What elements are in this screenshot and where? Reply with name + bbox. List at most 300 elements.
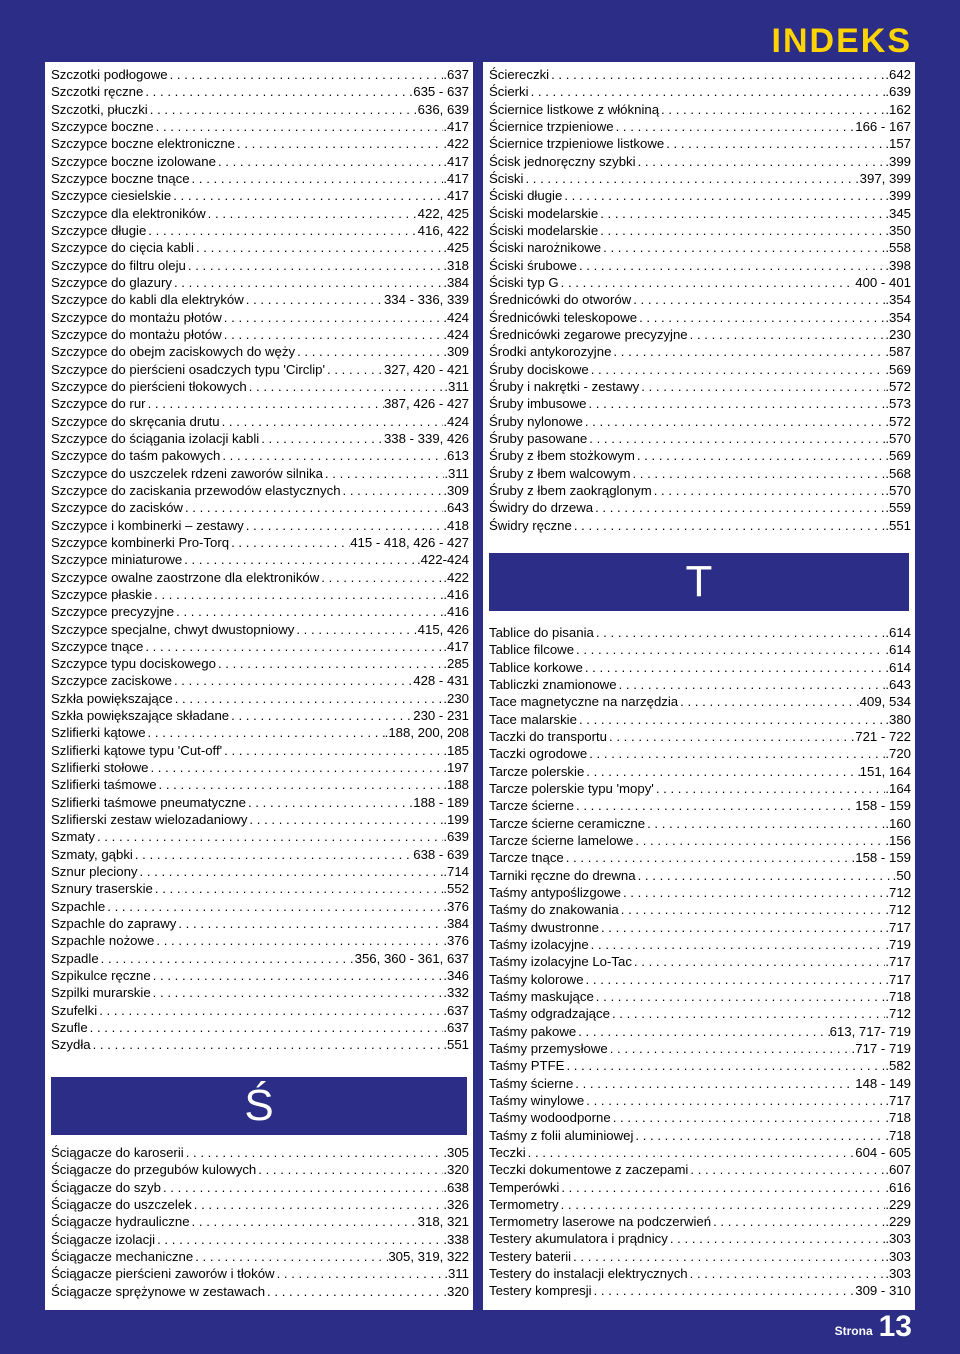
entry-page: .422-424 [416, 552, 469, 568]
index-entry [489, 343, 911, 360]
entry-page: .230 [443, 690, 469, 706]
entry-name: Ściągacze sprężynowe w zestawach [51, 1283, 266, 1299]
leader-dots [664, 135, 885, 152]
leader-dots [152, 586, 443, 603]
index-entry [489, 659, 911, 676]
entry-page: .643 [885, 676, 911, 692]
index-entry [51, 1002, 469, 1019]
leader-dots [161, 1179, 443, 1196]
leader-dots [151, 984, 444, 1001]
entry-name: Tace malarskie [489, 711, 577, 727]
entry-page: .157 [885, 136, 911, 152]
index-entry [489, 222, 911, 239]
leader-dots [636, 153, 886, 170]
index-entry [489, 1179, 911, 1196]
entry-name: Śruby nylonowe [489, 413, 583, 429]
leader-dots [256, 1161, 443, 1178]
index-entry [489, 1144, 911, 1161]
index-entry [489, 465, 911, 482]
index-entry [51, 828, 469, 845]
leader-dots [222, 326, 444, 343]
entry-name: Szkła powiększające składane [51, 708, 230, 724]
leader-dots [91, 1036, 444, 1053]
entry-name: Ściski narożnikowe [489, 240, 602, 256]
entry-page: .712 [885, 902, 911, 918]
index-entry [51, 326, 469, 343]
entry-page: .614 [885, 659, 911, 675]
leader-dots [594, 624, 885, 641]
leader-dots [559, 274, 856, 291]
leader-dots [614, 118, 856, 135]
entry-name: Szczypce długie [51, 222, 147, 238]
entry-page: .418 [443, 517, 469, 533]
entry-page: .643 [443, 500, 469, 516]
index-entry [51, 343, 469, 360]
leader-dots [154, 932, 443, 949]
leader-dots [206, 205, 418, 222]
index-entry [51, 967, 469, 984]
index-entry [489, 745, 911, 762]
index-entry [489, 66, 911, 83]
index-entry [489, 447, 911, 464]
leader-dots [247, 378, 445, 395]
entry-page: .156 [885, 832, 911, 848]
index-entry [51, 309, 469, 326]
entry-page: .354 [885, 292, 911, 308]
index-entry [51, 1179, 469, 1196]
entry-name: Szufle [51, 1020, 88, 1036]
entry-page: .311 [444, 1266, 469, 1282]
entry-name: Szmaty [51, 829, 95, 845]
entry-page: .311 [444, 378, 469, 394]
entry-name: Tarcze ścierne lamelowe [489, 832, 634, 848]
entry-name: Szczypce do zaciskania przewodów elastycznych [51, 482, 341, 498]
entry-name: Ściągacze do szyb [51, 1179, 161, 1195]
index-entry [51, 1144, 469, 1161]
entry-name: Tablice filcowe [489, 642, 575, 658]
index-entry [51, 1036, 469, 1053]
leader-dots [143, 83, 413, 100]
index-entry [51, 603, 469, 620]
entry-name: Tarcze ścierne ceramiczne [489, 815, 646, 831]
entry-page: 338 - 339, 426 [383, 430, 469, 446]
leader-dots [577, 711, 885, 728]
left-index-column [45, 62, 473, 1310]
leader-dots [319, 569, 443, 586]
entry-page: .162 [885, 101, 911, 117]
entry-page: .326 [443, 1196, 469, 1212]
leader-dots [559, 1179, 885, 1196]
leader-dots [598, 222, 885, 239]
entry-page: .345 [885, 205, 911, 221]
entry-page: .164 [885, 780, 911, 796]
entry-page: .718 [885, 1127, 911, 1143]
entry-name: Tace magnetyczne na narzędzia [489, 694, 679, 710]
index-entry [489, 1161, 911, 1178]
entry-page: .285 [443, 656, 469, 672]
entry-name: Ściągacze do uszczelek [51, 1196, 192, 1212]
entry-name: Szczypce do filtru oleju [51, 257, 186, 273]
entry-name: Szczypce do montażu płotów [51, 326, 222, 342]
index-entry [51, 413, 469, 430]
leader-dots [589, 936, 886, 953]
entry-page: .303 [885, 1231, 911, 1247]
index-entry [51, 222, 469, 239]
leader-dots [172, 672, 413, 689]
entry-page: .309 [443, 482, 469, 498]
leader-dots [688, 1265, 886, 1282]
entry-name: Szczypce do ściągania izolacji kabli [51, 430, 260, 446]
leader-dots [584, 763, 859, 780]
entry-name: Szczypce boczne tnące [51, 170, 190, 186]
index-entry [51, 898, 469, 915]
leader-dots [523, 170, 859, 187]
entry-name: Szczypce do rur [51, 396, 146, 412]
index-entry [51, 707, 469, 724]
leader-dots [186, 257, 443, 274]
leader-dots [601, 239, 885, 256]
leader-dots [148, 759, 443, 776]
index-entry [489, 728, 911, 745]
entry-name: Szlifierki kątowe typu 'Cut-off' [51, 742, 223, 758]
leader-dots [571, 1248, 885, 1265]
index-entry [489, 170, 911, 187]
entry-name: Szczypce do obejm zaciskowych do węży [51, 344, 296, 360]
entry-page: .376 [443, 933, 469, 949]
entry-name: Testery akumulatora i prądnicy [489, 1231, 668, 1247]
leader-dots [294, 621, 417, 638]
index-entry [489, 361, 911, 378]
index-entry [51, 1161, 469, 1178]
index-entry [51, 187, 469, 204]
entry-name: Ściski śrubowe [489, 257, 577, 273]
entry-name: Szlifierki taśmowe [51, 777, 157, 793]
leader-dots [668, 1230, 885, 1247]
index-entry [51, 118, 469, 135]
index-entry [489, 832, 911, 849]
index-entry [489, 83, 911, 100]
index-entry [51, 811, 469, 828]
entry-page: 400 - 401 [855, 274, 911, 290]
entry-page: 151, 164 [859, 763, 911, 779]
leader-dots [608, 1040, 856, 1057]
entry-page: 717 - 719 [855, 1040, 911, 1056]
entry-name: Ściągacze do karoserii [51, 1145, 184, 1160]
index-entry [489, 711, 911, 728]
letter-heading-t: T [489, 553, 909, 611]
entry-name: Taśmy ścierne [489, 1075, 574, 1091]
index-entry [489, 1213, 911, 1230]
entry-page: .188 [443, 777, 469, 793]
entry-page: .417 [443, 638, 469, 654]
index-entry [51, 586, 469, 603]
entry-name: Szczypce boczne [51, 118, 154, 134]
entry-name: Tabliczki znamionowe [489, 676, 617, 692]
entry-name: Testery do instalacji elektrycznych [489, 1266, 688, 1282]
leader-dots [592, 1282, 856, 1299]
entry-page: .637 [443, 1002, 469, 1018]
entry-page: .417 [443, 153, 469, 169]
entry-page: .424 [443, 326, 469, 342]
leader-dots [562, 187, 885, 204]
leader-dots [577, 257, 885, 274]
index-entry [51, 950, 469, 967]
entry-name: Ściereczki [489, 67, 550, 82]
entry-name: Taśmy do znakowania [489, 902, 619, 918]
entry-page: .558 [885, 240, 911, 256]
leader-dots [143, 638, 443, 655]
entry-page: 428 - 431 [413, 673, 469, 689]
entry-page: 334 - 336, 339 [383, 292, 469, 308]
letter-heading-s-acute: Ś [51, 1077, 467, 1135]
leader-dots [619, 901, 886, 918]
entry-page: .305 [443, 1145, 469, 1160]
entry-name: Szczypce boczne elektroniczne [51, 136, 235, 152]
entry-name: Szkła powiększające [51, 690, 173, 706]
entry-name: Szpilki murarskie [51, 985, 151, 1001]
entry-name: Szczotki, płuczki [51, 101, 148, 117]
index-entry [489, 1005, 911, 1022]
entry-page: 721 - 722 [855, 728, 911, 744]
entry-page: .303 [885, 1266, 911, 1282]
leader-dots [138, 863, 444, 880]
index-entry [489, 1092, 911, 1109]
entry-page: .309 [443, 344, 469, 360]
entry-page: .569 [885, 361, 911, 377]
entry-name: Szczypce do uszczelek rdzeni zaworów silnika [51, 465, 323, 481]
leader-dots [639, 378, 885, 395]
leader-dots [598, 205, 885, 222]
left-entry-list-2 [51, 1144, 469, 1300]
leader-dots [216, 655, 443, 672]
leader-dots [190, 1213, 418, 1230]
entry-page: 415, 426 [417, 621, 469, 637]
leader-dots [574, 797, 855, 814]
entry-page: .380 [885, 711, 911, 727]
leader-dots [275, 1265, 445, 1282]
entry-page: .185 [443, 742, 469, 758]
index-entry [489, 482, 911, 499]
index-entry [51, 690, 469, 707]
entry-page: .569 [885, 448, 911, 464]
entry-name: Teczki [489, 1144, 526, 1160]
leader-dots [259, 430, 384, 447]
entry-name: Śruby imbusowe [489, 396, 587, 412]
index-entry [51, 1213, 469, 1230]
entry-name: Taśmy pakowe [489, 1023, 577, 1039]
entry-name: Średnicówki do otworów [489, 292, 632, 308]
index-entry [51, 499, 469, 516]
leader-dots [216, 153, 443, 170]
index-entry [489, 763, 911, 780]
leader-dots [526, 1144, 856, 1161]
leader-dots [182, 551, 417, 568]
index-entry [51, 361, 469, 378]
entry-page: .346 [443, 968, 469, 984]
leader-dots [678, 693, 860, 710]
leader-dots [576, 1023, 829, 1040]
entry-name: Ściski długie [489, 188, 563, 204]
entry-name: Szczypce do montażu płotów [51, 309, 222, 325]
entry-page: .718 [885, 1110, 911, 1126]
index-entry [489, 205, 911, 222]
leader-dots [146, 222, 417, 239]
entry-name: Średnicówki zegarowe precyzyjne [489, 326, 688, 342]
leader-dots [688, 326, 886, 343]
entry-name: Szmaty, gąbki [51, 846, 133, 862]
leader-dots [222, 309, 444, 326]
entry-page: .551 [443, 1037, 469, 1053]
index-entry [489, 1282, 911, 1299]
leader-dots [146, 724, 385, 741]
index-entry [489, 118, 911, 135]
leader-dots [589, 361, 886, 378]
leader-dots [630, 465, 885, 482]
leader-dots [564, 849, 856, 866]
entry-page: .717 [885, 954, 911, 970]
leader-dots [635, 447, 885, 464]
entry-page: 415 - 418, 426 - 427 [350, 534, 469, 550]
entry-name: Tablice korkowe [489, 659, 583, 675]
index-entry [489, 309, 911, 326]
entry-page: 327, 420 - 421 [383, 361, 469, 377]
entry-page: .398 [885, 257, 911, 273]
leader-dots [95, 828, 443, 845]
entry-name: Ściągacze izolacji [51, 1231, 156, 1247]
leader-dots [183, 499, 443, 516]
leader-dots [632, 953, 885, 970]
entry-name: Taśmy odgradzające [489, 1006, 610, 1022]
entry-name: Środki antykorozyjne [489, 344, 612, 360]
entry-name: Taśmy kolorowe [489, 971, 584, 987]
index-entry [489, 1248, 911, 1265]
leader-dots [583, 413, 885, 430]
entry-page: 188 - 189 [413, 794, 469, 810]
leader-dots [584, 971, 886, 988]
entry-name: Szlifierki stołowe [51, 760, 149, 776]
entry-page: .616 [885, 1179, 911, 1195]
entry-name: Ściągacze do przegubów kulowych [51, 1162, 257, 1178]
leader-dots [192, 1196, 444, 1213]
index-entry [489, 936, 911, 953]
entry-name: Sznury traserskie [51, 881, 153, 897]
entry-page: .188, 200, 208 [384, 725, 469, 741]
index-entry [51, 1231, 469, 1248]
leader-dots [323, 465, 444, 482]
leader-dots [220, 447, 443, 464]
entry-page: 158 - 159 [855, 850, 911, 866]
leader-dots [176, 915, 443, 932]
leader-dots [529, 83, 886, 100]
leader-dots [244, 291, 384, 308]
index-entry [489, 239, 911, 256]
index-entry [489, 867, 911, 884]
entry-page: 409, 534 [859, 694, 911, 710]
leader-dots [559, 1196, 886, 1213]
entry-page: .311 [444, 465, 469, 481]
entry-page: .229 [885, 1196, 911, 1212]
entry-page: 148 - 149 [855, 1075, 911, 1091]
entry-name: Ściągacze mechaniczne [51, 1248, 194, 1264]
leader-dots [611, 1109, 886, 1126]
left-entry-list [51, 66, 469, 1054]
leader-dots [617, 676, 886, 693]
leader-dots [220, 413, 444, 430]
index-entry [489, 101, 911, 118]
entry-name: Termometry [489, 1196, 559, 1212]
leader-dots [586, 395, 885, 412]
index-entry [51, 1019, 469, 1036]
leader-dots [594, 988, 886, 1005]
entry-page: 604 - 605 [855, 1144, 911, 1160]
leader-dots [583, 659, 886, 676]
entry-page: .637 [443, 1020, 469, 1036]
index-entry [489, 1057, 911, 1074]
entry-name: Śruby z łbem stożkowym [489, 448, 635, 464]
entry-page: .712 [885, 884, 911, 900]
leader-dots [610, 1005, 885, 1022]
index-entry [489, 1196, 911, 1213]
index-entry [51, 621, 469, 638]
entry-name: Taśmy przemysłowe [489, 1040, 608, 1056]
entry-page: .197 [443, 760, 469, 776]
entry-name: Ściernice trzpieniowe listkowe [489, 136, 665, 152]
entry-name: Szczypce tnące [51, 638, 144, 654]
leader-dots [621, 884, 885, 901]
entry-name: Szlifierki taśmowe pneumatyczne [51, 794, 246, 810]
leader-dots [295, 343, 443, 360]
entry-name: Szczypce boczne izolowane [51, 153, 216, 169]
entry-page: .425 [443, 240, 469, 256]
leader-dots [146, 395, 384, 412]
entry-name: Szczypce kombinerki Pro-Torq [51, 534, 230, 550]
leader-dots [151, 967, 444, 984]
entry-name: Taczki do transportu [489, 728, 608, 744]
entry-page: .638 [443, 1179, 469, 1195]
entry-name: Tarcze ścierne [489, 798, 575, 814]
index-entry [51, 430, 469, 447]
leader-dots [711, 1213, 885, 1230]
index-entry [489, 378, 911, 395]
index-entry [51, 291, 469, 308]
entry-page: .229 [885, 1214, 911, 1230]
leader-dots [97, 1002, 443, 1019]
leader-dots [133, 846, 413, 863]
entry-page: .417 [443, 118, 469, 134]
entry-name: Szczotki ręczne [51, 84, 144, 100]
entry-name: Szczypce i kombinerki – zestawy [51, 517, 244, 533]
index-entry [489, 430, 911, 447]
entry-page: .399 [885, 188, 911, 204]
entry-name: Szpachle [51, 898, 106, 914]
entry-page: 305, 319, 322 [388, 1248, 469, 1264]
entry-name: Szczotki podłogowe [51, 67, 168, 82]
entry-page: .587 [885, 344, 911, 360]
index-entry [51, 932, 469, 949]
entry-page: .417 [443, 170, 469, 186]
leader-dots [572, 517, 886, 534]
entry-page: .416 [443, 586, 469, 602]
leader-dots [235, 135, 443, 152]
entry-page: 356, 360 - 361, 637 [354, 950, 469, 966]
entry-name: Teczki dokumentowe z zaczepami [489, 1162, 689, 1178]
entry-name: Szczypce do taśm pakowych [51, 448, 221, 464]
index-entry [489, 274, 911, 291]
entry-name: Szczypce miniaturowe [51, 552, 183, 568]
entry-page: .338 [443, 1231, 469, 1247]
leader-dots [105, 898, 443, 915]
entry-page: .350 [885, 222, 911, 238]
